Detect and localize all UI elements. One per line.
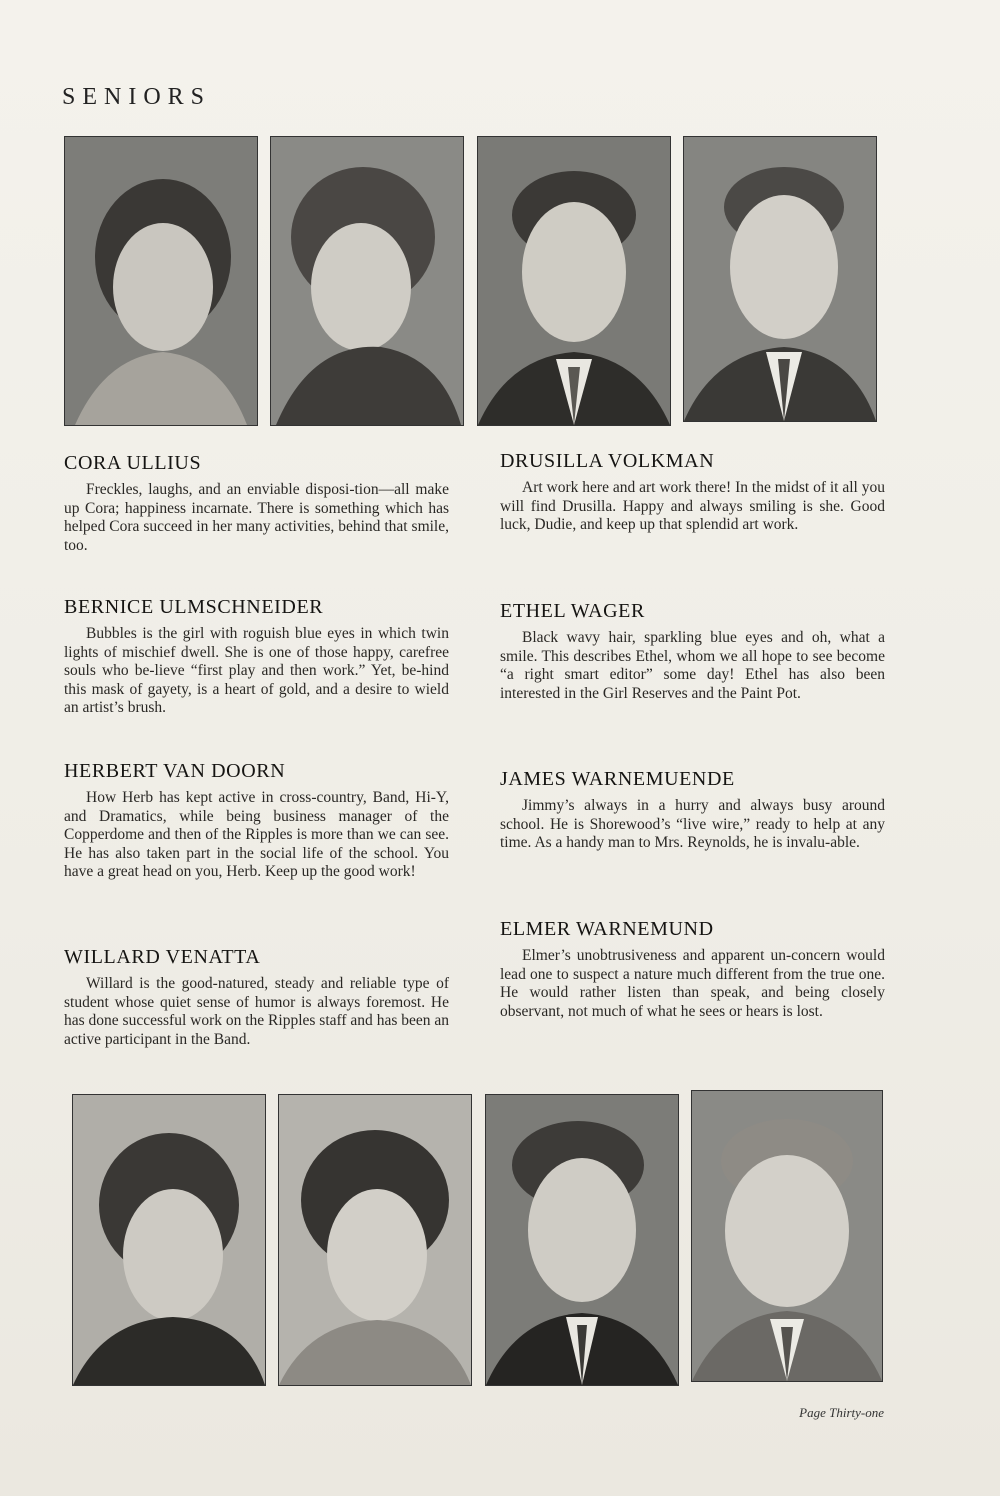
senior-bio: Freckles, laughs, and an enviable disposi-tion—all make up Cora; happiness incarnate. There is something which has helped Cora succeed in her many activities, behind that smile, too. (64, 481, 449, 554)
section-title: SENIORS (62, 84, 212, 110)
portrait-photo-icon (477, 136, 671, 426)
senior-bio: How Herb has kept active in cross-country, Band, Hi-Y, and Dramatics, while being business manager of the Copperdome and then of the Ripples is more than we can see. He has also taken part in the social life of the school. You have a great head on you, Herb. Keep up the good work! (64, 789, 449, 881)
portrait-photo-icon (683, 136, 877, 422)
portrait-photo-icon (278, 1094, 472, 1386)
portrait-photo-icon (72, 1094, 266, 1386)
senior-entry (500, 450, 885, 535)
senior-bio: Elmer’s unobtrusiveness and apparent un-concern would lead one to suspect a nature much different from the true one. He would rather listen than speak, and being closely observant, not much of what he sees or hears is lost. (500, 947, 885, 1020)
senior-entry (64, 760, 449, 882)
senior-name: ETHEL WAGER (500, 600, 645, 622)
senior-name: CORA ULLIUS (64, 452, 202, 474)
portrait-photo-icon (485, 1094, 679, 1386)
senior-entry (64, 946, 449, 1049)
senior-name: ELMER WARNEMUND (500, 918, 714, 940)
senior-entry (64, 596, 449, 718)
senior-entry (64, 452, 449, 555)
senior-bio: Art work here and art work there! In the midst of it all you will find Drusilla. Happy and always smiling is she. Good luck, Dudie, and keep up that splendid art work. (500, 479, 885, 534)
senior-bio: Willard is the good-natured, steady and reliable type of student whose quiet sense of humor is always foremost. He has done successful work on the Ripples staff and has been an active participant in the Band. (64, 975, 449, 1048)
senior-name: WILLARD VENATTA (64, 946, 261, 968)
senior-name: JAMES WARNEMUENDE (500, 768, 735, 790)
senior-entry (500, 768, 885, 853)
senior-name: HERBERT VAN DOORN (64, 760, 286, 782)
senior-bio: Jimmy’s always in a hurry and always busy around school. He is Shorewood’s “live wire,” ready to help at any time. As a handy man to Mrs. Reynolds, he is invalu-able. (500, 797, 885, 852)
senior-entry (500, 918, 885, 1021)
senior-bio: Black wavy hair, sparkling blue eyes and oh, what a smile. This describes Ethel, whom we all hope to see become “a right smart editor” some day! Ethel has also been interested in the Girl Reserves and the Paint Pot. (500, 629, 885, 702)
senior-bio: Bubbles is the girl with roguish blue eyes in which twin lights of mischief dwell. She is one of those happy, carefree souls who be-lieve “first play and then work.” Yet, be-hind this mask of gayety, is a heart of gold, and a desire to wield an artist’s brush. (64, 625, 449, 717)
senior-entry (500, 600, 885, 703)
portrait-photo-icon (270, 136, 464, 426)
portrait-photo-icon (691, 1090, 883, 1382)
portrait-photo-icon (64, 136, 258, 426)
senior-name: DRUSILLA VOLKMAN (500, 450, 715, 472)
senior-name: BERNICE ULMSCHNEIDER (64, 596, 324, 618)
page-number: Page Thirty-one (799, 1405, 884, 1420)
